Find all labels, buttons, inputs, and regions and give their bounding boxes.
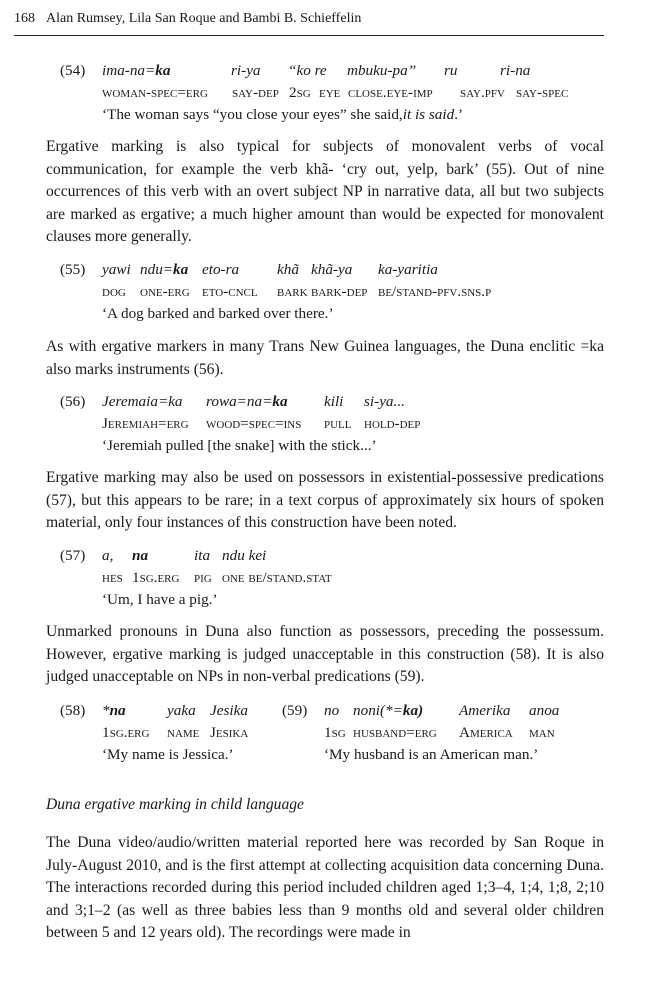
example-number: (58): [60, 702, 86, 719]
translation-line: ‘Jeremiah pulled [the snake] with the stick...’: [102, 437, 377, 454]
gloss-line: hes 1sg.erg pig one be/stand.stat: [102, 569, 332, 586]
source-line: ima-na=ka ri-ya “ko re mbuku-pa” ru ri-na: [102, 62, 531, 79]
paragraph: The Duna video/audio/written material reported here was recorded by San Roque in July-August 2010, and is the first attempt at collecting acquisition data concerning Duna. The interactions recorded during this period included children aged 1;3–4, 1;4, 1;8, 2;10 and 3;1–2 (as well as three babies less than 9 months old and several older children between 5 and 12 years old). The recordings were made in: [46, 834, 604, 941]
paragraph: Ergative marking is also typical for subjects of monovalent verbs of vocal communication, for example the verb khã- ‘cry out, yelp, bark’ (55). Out of nine occurrences of this verb with an overt subject NP in narrative data, all but two subjects are marked as ergative; a much higher amount than would be expected for monovalent clauses more generally.: [46, 138, 604, 245]
running-header: [14, 9, 604, 36]
example-number: (59): [282, 702, 308, 719]
example-number: (56): [60, 393, 86, 410]
source-line: *na yaka Jesika: [102, 702, 248, 719]
source-line: no noni(*=ka) Amerika anoa: [324, 702, 560, 719]
example-number: (55): [60, 261, 86, 278]
source-line: Jeremaia=ka rowa=na=ka kili si-ya...: [102, 393, 405, 410]
gloss-line: 1sg.erg name Jesika: [102, 724, 249, 741]
section-heading: Duna ergative marking in child language: [46, 796, 304, 813]
gloss-line: dog one-erg eto-cncl bark bark-dep be/stand-pfv.sns.p: [102, 283, 492, 300]
paragraph: As with ergative markers in many Trans New Guinea languages, the Duna enclitic =ka also marks instruments (56).: [46, 338, 604, 378]
translation-line: ‘My husband is an American man.’: [324, 746, 539, 763]
gloss-line: 1sg husband=erg America man: [324, 724, 555, 741]
translation-line: ‘My name is Jessica.’: [102, 746, 234, 763]
gloss-line: woman-spec=erg say-dep 2sg eye close.eye-imp say.pfv say-spec: [102, 84, 569, 101]
example-number: (57): [60, 547, 86, 564]
running-header-authors: Alan Rumsey, Lila San Roque and Bambi B. Schieffelin: [46, 11, 362, 26]
page-number: 168: [14, 11, 35, 26]
translation-line: ‘The woman says “you close your eyes” she said, it is said .’: [102, 106, 464, 123]
translation-line: ‘Um, I have a pig.’: [102, 591, 218, 608]
translation-line: ‘A dog barked and barked over there.’: [102, 305, 334, 322]
source-line: yawi ndu=ka eto-ra khã khã-ya ka-yaritia: [102, 261, 438, 278]
paragraph: Unmarked pronouns in Duna also function as possessors, preceding the possessum. However, ergative marking is judged unacceptable in this construction (58). It is also judged unacceptable on NPs in non-verbal predications (59).: [46, 623, 604, 685]
paragraph: Ergative marking may also be used on possessors in existential-possessive predications (57), but this appears to be rare; in a text corpus of approximately six hours of spoken material, only four instances of this construction have been noted.: [46, 469, 604, 531]
example-number: (54): [60, 62, 86, 79]
source-line: a, na ita ndu kei: [102, 547, 267, 564]
gloss-line: Jeremiah=erg wood=spec=ins pull hold-dep: [102, 415, 421, 432]
